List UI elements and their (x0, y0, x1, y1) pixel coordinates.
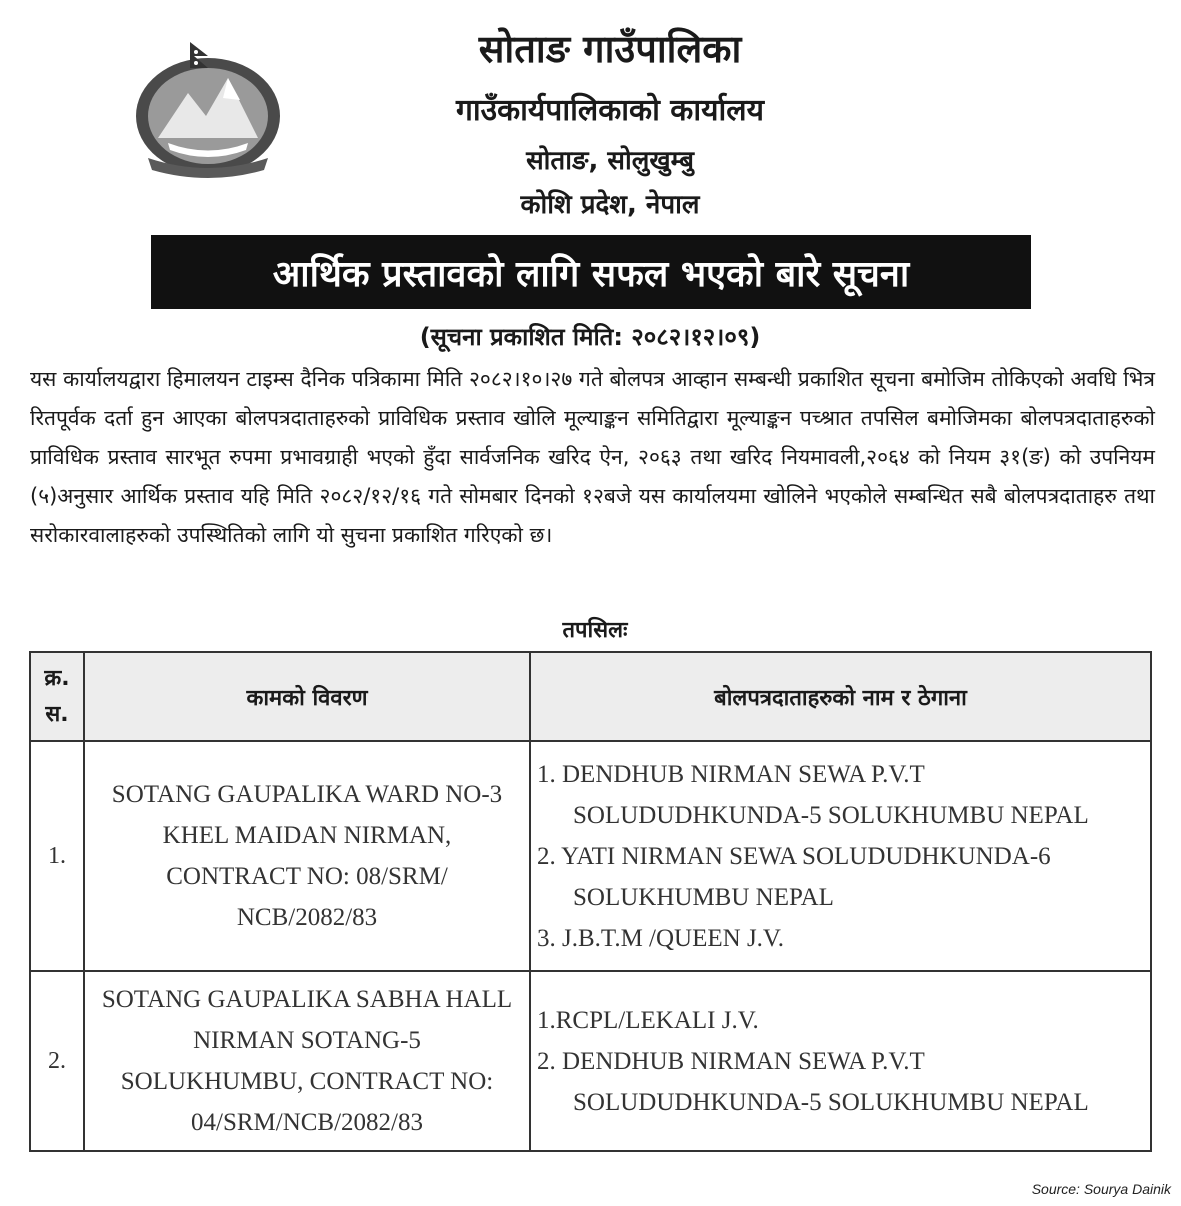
header-bidders: बोलपत्रदाताहरुको नाम र ठेगाना (530, 652, 1151, 741)
notice-body: यस कार्यालयद्वारा हिमालयन टाइम्स दैनिक पत्रिकामा मिति २०८२।१०।२७ गते बोलपत्र आव्हान सम्बन्धी प्रकाशित सूचना बमोजिम तोकिएको अवधि भित्र रितपूर्वक दर्ता हुन आएका बोलपत्रदाताहरुको प्राविधिक प्रस्ताव खोलि मूल्याङ्कन समितिद्वारा मूल्याङ्कन पच्श्रात तपसिल बमोजिमका बोलपत्रदाताहरुको प्राविधिक प्रस्ताव सारभूत रुपमा प्रभावग्राही भएको हुँदा सार्वजनिक खरिद ऐन, २०६३ तथा खरिद नियमावली,२०६४ को नियम ३१(ङ) को उपनियम (५)अनुसार आर्थिक प्रस्ताव यहि मिति २०८२/१२/१६ गते सोमबार दिनको १२बजे यस कार्यालयमा खोलिने भएकोले सम्बन्धित सबै बोलपत्रदाताहरु तथा सरोकारवालाहरुको उपस्थितिको लागि यो सुचना प्रकाशित गरिएको छ। (30, 367, 1155, 547)
work-description: SOTANG GAUPALIKA WARD NO-3 KHEL MAIDAN NIRMAN, CONTRACT NO: 08/SRM/ NCB/2082/83 (84, 741, 530, 971)
municipality-title: सोताङ गाउँपालिका (478, 27, 742, 71)
bidder-name: 1. DENDHUB NIRMAN SEWA P.V.T (537, 760, 925, 788)
bidder-address: SOLUDUDHKUNDA-5 SOLUKHUMBU NEPAL (573, 1088, 1089, 1116)
office-province: कोशि प्रदेश, नेपाल (520, 190, 700, 220)
row-serial: 2. (30, 971, 84, 1151)
header-serial: क्र. स. (30, 652, 84, 741)
bidder-name: 2. DENDHUB NIRMAN SEWA P.V.T (537, 1047, 925, 1075)
tender-table (29, 651, 1152, 1152)
schedule-label: तपसिलः (562, 618, 628, 643)
nepal-government-emblem (128, 38, 288, 178)
bidder-name: 2. YATI NIRMAN SEWA SOLUDUDHKUNDA-6 (537, 842, 1051, 870)
row-serial: 1. (30, 741, 84, 971)
source-credit: Source: Sourya Dainik (1031, 1181, 1171, 1197)
bidder-address: SOLUDUDHKUNDA-5 SOLUKHUMBU NEPAL (573, 801, 1089, 829)
work-description: SOTANG GAUPALIKA SABHA HALL NIRMAN SOTANG-5 SOLUKHUMBU, CONTRACT NO: 04/SRM/NCB/2082/83 (84, 971, 530, 1151)
publication-date: (सूचना प्रकाशित मिति: २०८२।१२।०९) (419, 323, 761, 351)
office-location: सोताङ, सोलुखुम्बु (526, 146, 694, 176)
notice-title: आर्थिक प्रस्तावको लागि सफल भएको बारे सूचना (272, 253, 910, 295)
office-name: गाउँकार्यपालिकाको कार्यालय (455, 93, 764, 128)
notice-banner (151, 235, 1031, 309)
bidder-address: SOLUKHUMBU NEPAL (573, 883, 834, 911)
bidder-list (530, 741, 1151, 971)
header-description: कामको विवरण (84, 652, 530, 741)
bidder-name: 1.RCPL/LEKALI J.V. (537, 1006, 759, 1034)
bidder-list (530, 971, 1151, 1151)
table-header-row (30, 652, 1151, 741)
table-row (30, 971, 1151, 1151)
bidder-name: 3. J.B.T.M /QUEEN J.V. (537, 924, 785, 952)
table-row (30, 741, 1151, 971)
